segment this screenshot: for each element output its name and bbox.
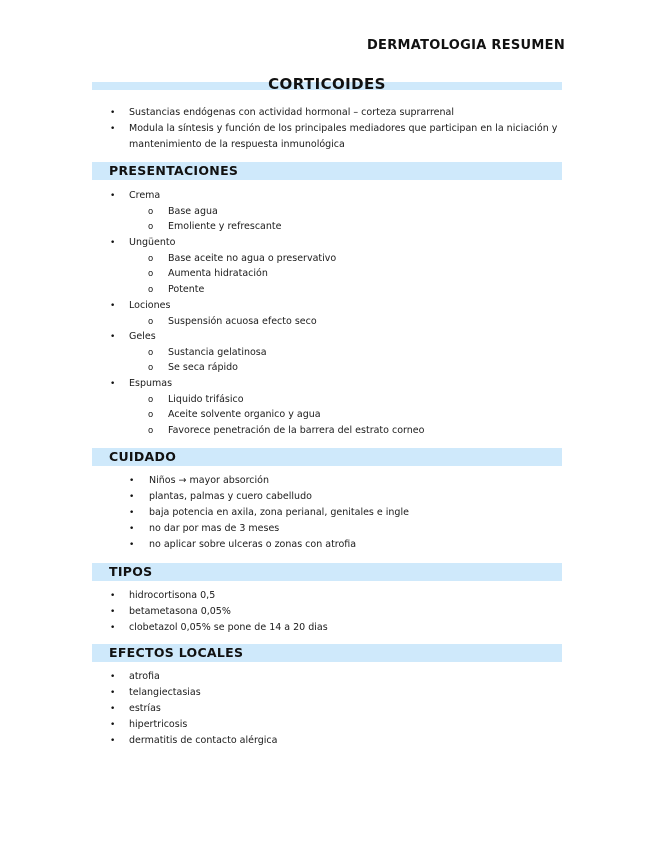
section-heading-tipos: TIPOS [109,564,153,579]
sub-list-item: Base aceite no agua o preservativo [168,253,337,264]
bullet-icon: • [129,492,135,502]
sub-list-item: Favorece penetración de la barrera del estrato corneo [168,425,425,436]
list-item: Espumas [129,378,173,389]
intro-line: Sustancias endógenas con actividad hormonal – corteza suprarrenal [129,107,455,118]
bullet-icon: • [110,607,116,617]
sub-list-item: Aceite solvente organico y agua [168,409,321,420]
list-item: estrías [129,703,161,714]
list-item: Crema [129,190,161,201]
section-heading-cuidado: CUIDADO [109,449,177,464]
section-heading-presentaciones: PRESENTACIONES [109,163,239,178]
sub-bullet-icon: o [148,254,154,264]
section-heading-efectos-locales: EFECTOS LOCALES [109,645,244,660]
sub-bullet-icon: o [148,348,154,358]
bullet-icon: • [110,688,116,698]
list-item: baja potencia en axila, zona perianal, genitales e ingle [149,507,409,518]
sub-bullet-icon: o [148,363,154,373]
bullet-icon: • [129,476,135,486]
bullet-icon: • [110,704,116,714]
main-title: CORTICOIDES [268,75,386,93]
list-item: Lociones [129,300,171,311]
sub-bullet-icon: o [148,269,154,279]
intro-line: mantenimiento de la respuesta inmunológica [129,139,345,150]
sub-bullet-icon: o [148,207,154,217]
bullet-icon: • [129,508,135,518]
bullet-icon: • [110,238,116,248]
sub-bullet-icon: o [148,426,154,436]
sub-bullet-icon: o [148,410,154,420]
list-item: hidrocortisona 0,5 [129,590,216,601]
list-item: atrofia [129,671,160,682]
sub-list-item: Base agua [168,206,218,217]
section-bar-tipos [92,563,562,581]
sub-list-item: Emoliente y refrescante [168,221,282,232]
sub-list-item: Aumenta hidratación [168,268,268,279]
bullet-icon: • [129,540,135,550]
sub-list-item: Potente [168,284,205,295]
sub-list-item: Sustancia gelatinosa [168,347,267,358]
bullet-icon: • [110,301,116,311]
bullet-icon: • [110,108,116,118]
list-item: no dar por mas de 3 meses [149,523,280,534]
sub-bullet-icon: o [148,285,154,295]
list-item: telangiectasias [129,687,201,698]
list-item: Niños → mayor absorción [149,475,269,486]
list-item: hipertricosis [129,719,188,730]
list-item: Ungüento [129,237,176,248]
list-item: betametasona 0,05% [129,606,231,617]
list-item: no aplicar sobre ulceras o zonas con atrofia [149,539,357,550]
bullet-icon: • [110,720,116,730]
document-header-title: DERMATOLOGIA RESUMEN [366,38,565,53]
intro-line: Modula la síntesis y función de los principales mediadores que participan en la niciación y [129,123,558,134]
bullet-icon: • [110,736,116,746]
bullet-icon: • [110,124,116,134]
list-item: plantas, palmas y cuero cabelludo [149,491,312,502]
sub-list-item: Suspensión acuosa efecto seco [168,316,317,327]
bullet-icon: • [129,524,135,534]
bullet-icon: • [110,191,116,201]
sub-bullet-icon: o [148,317,154,327]
sub-bullet-icon: o [148,222,154,232]
list-item: clobetazol 0,05% se pone de 14 a 20 dias [129,622,328,633]
list-item: Geles [129,331,156,342]
bullet-icon: • [110,332,116,342]
sub-list-item: Se seca rápido [168,362,238,373]
bullet-icon: • [110,623,116,633]
bullet-icon: • [110,591,116,601]
sub-bullet-icon: o [148,395,154,405]
bullet-icon: • [110,379,116,389]
sub-list-item: Liquido trifásico [168,394,244,405]
list-item: dermatitis de contacto alérgica [129,735,278,746]
bullet-icon: • [110,672,116,682]
